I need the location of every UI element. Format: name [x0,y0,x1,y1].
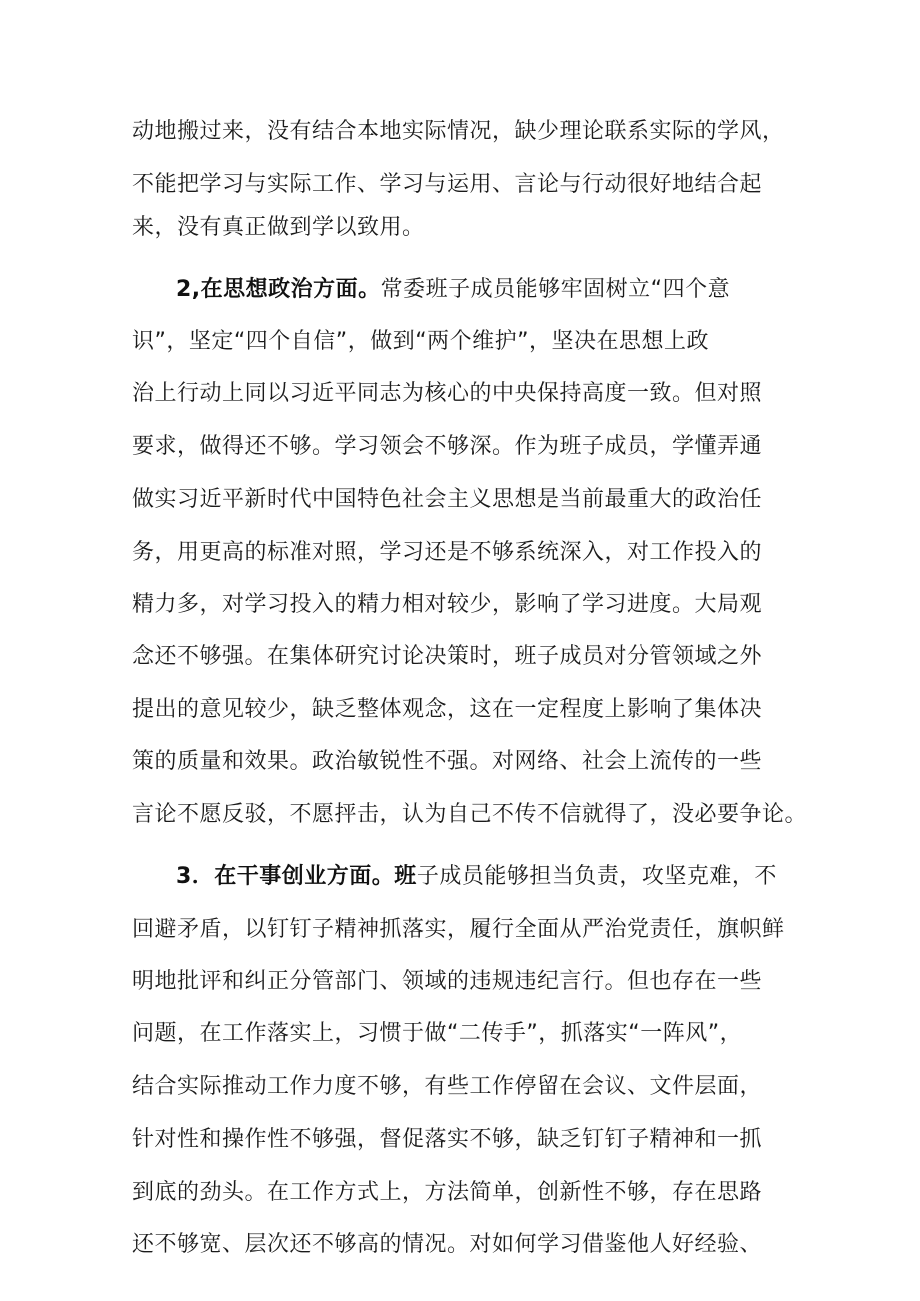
paragraph-3-line: 问题，在工作落实上，习惯于做“二传手”，抓落实“一阵风”， [132,1021,743,1046]
paragraph-2-line: 做实习近平新时代中国特色社会主义思想是当前最重大的政治任 [132,487,763,512]
paragraph-2-line: 识”，坚定“四个自信”，做到“两个维护”，坚决在思想上政 [132,329,709,354]
paragraph-2-line: 要求，做得还不够。学习领会不够深。作为班子成员，学懂弄通 [132,434,763,459]
paragraph-1-line: 不能把学习与实际工作、学习与运用、言论与行动很好地结合起 [132,172,763,197]
paragraph-3-line: 还不够宽、层次还不够高的情况。对如何学习借鉴他人好经验、 [132,1232,763,1257]
paragraph-3-heading: 3．在干事创业方面。班 [176,864,417,889]
paragraph-2-line: 精力多，对学习投入的精力相对较少，影响了学习进度。大局观 [132,592,763,617]
paragraph-3-line: 明地批评和纠正分管部门、领域的违规违纪言行。但也存在一些 [132,969,763,994]
paragraph-3-line: 回避矛盾，以钉钉子精神抓落实，履行全面从严治党责任，旗帜鲜 [132,917,785,942]
paragraph-2-line: 言论不愿反驳，不愿抨击，认为自己不传不信就得了，没必要争论。 [132,802,808,827]
paragraph-3-line: 结合实际推动工作力度不够，有些工作停留在会议、文件层面， [132,1074,763,1099]
paragraph-2-first-line-text: 常委班子成员能够牢固树立“四个意 [380,277,731,302]
paragraph-1-line: 动地搬过来，没有结合本地实际情况，缺少理论联系实际的学风， [132,119,785,144]
paragraph-2-line: 策的质量和效果。政治敏锐性不强。对网络、社会上流传的一些 [132,749,763,774]
document-body [132,0,808,1301]
paragraph-3-first-line-text: 子成员能够担当负责，攻坚克难，不 [416,864,777,889]
paragraph-3-line: 针对性和操作性不够强，督促落实不够，缺乏钉钉子精神和一抓 [132,1127,763,1152]
paragraph-2-line: 提出的意见较少，缺乏整体观念，这在一定程度上影响了集体决 [132,697,763,722]
paragraph-1-line: 来，没有真正做到学以致用。 [132,215,425,240]
paragraph-2-heading: 2,在思想政治方面。 [176,277,381,302]
paragraph-2-line: 治上行动上同以习近平同志为核心的中央保持高度一致。但对照 [132,381,763,406]
paragraph-2-line: 念还不够强。在集体研究讨论决策时，班子成员对分管领域之外 [132,644,763,669]
paragraph-3-first-line [176,861,777,893]
paragraph-3-line: 到底的劲头。在工作方式上，方法简单，创新性不够，存在思路 [132,1180,763,1205]
paragraph-2-first-line [176,274,730,306]
paragraph-2-line: 务，用更高的标准对照，学习还是不够系统深入，对工作投入的 [132,540,763,565]
